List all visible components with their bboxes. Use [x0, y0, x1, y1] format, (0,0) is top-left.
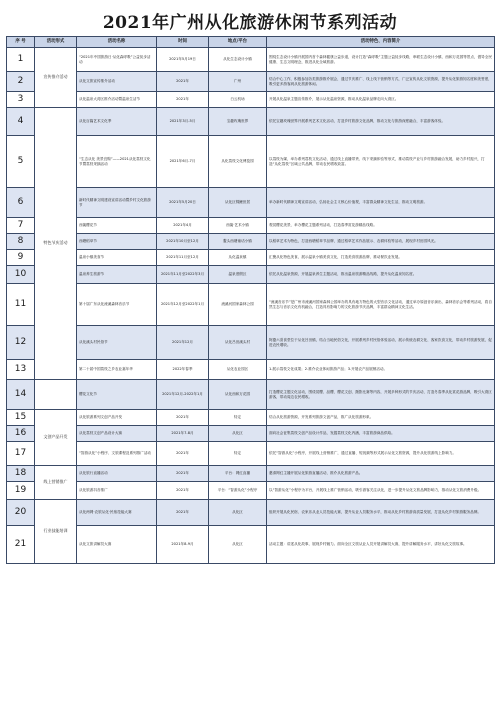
header-name: 活动名称: [77, 37, 157, 48]
activity-time: 2021年: [157, 410, 209, 426]
activity-time: 2022年春季: [157, 360, 209, 380]
activity-category: 线上营销推广: [35, 466, 77, 500]
activity-desc: 结合中心工作，积极参加各类旅游推介展会，通过节庆推广、线上线下营销等方式，广泛宣传从化文旅资源，提升从化旅游知名度和美誉度，吸引更多游客到从化旅游休闲。: [267, 72, 495, 92]
table-row: [7, 500, 495, 526]
row-number: 9: [7, 250, 35, 266]
activity-desc: 汇聚从化特色美食，展示温泉小镇美食文化，打造美食旅游品牌，推动餐饮业发展。: [267, 250, 495, 266]
table-row: [7, 284, 495, 326]
activity-time: 2021年3月-5月: [157, 108, 209, 136]
activity-desc: 依托“智游从化”小程序，开展线上营销推广，通过直播、短视频等形式展示从化文旅资源，提升从化旅游线上影响力。: [267, 442, 495, 466]
table-row: [7, 442, 495, 466]
activity-name: 从化两网·农旅从化·民宿技能大赛: [77, 500, 157, 526]
activity-time: 2021年: [157, 466, 209, 482]
activity-time: 2021年12月-2022年1月: [157, 380, 209, 410]
activity-place: 西篱·艺术小镇: [209, 218, 267, 234]
activity-time: 2021年7-8月: [157, 426, 209, 442]
activity-desc: 结合从化旅游资源，开发系列旅游文创产品，推广从化旅游形象。: [267, 410, 495, 426]
activity-name: 西篱樱花节: [77, 218, 157, 234]
activity-desc: 打造樱花主题文化活动，围绕赏樱、品樱、樱花文创、摄影比赛等内容，开展多种形式的节庆活动，打造冬春季从化赏花游品牌，吸引大湾区游客，带动周边农民增收。: [267, 380, 495, 410]
activity-place: 宝趣玫瑰世界: [209, 108, 267, 136]
activity-category: 宣传推介活动: [35, 48, 77, 108]
activity-place: 平台：“智游从化”小程序: [209, 482, 267, 500]
activity-desc: 以稻草艺术为特色，打造西塘稻草节品牌，通过稻草艺术作品展示、农耕体验等活动，展现乡村田园风光。: [267, 234, 495, 250]
activities-table: [6, 36, 495, 564]
activity-desc: 邀请网红主播开展从化旅游直播活动，推介从化旅游产品。: [267, 466, 495, 482]
table-row: [7, 136, 495, 188]
table-row: [7, 48, 495, 72]
activity-category: 文创产品开发: [35, 410, 77, 466]
table-row: [7, 108, 495, 136]
activity-name: 新时代精神文明建设宣讲活动暨乡村文化旅游节: [77, 188, 157, 218]
activity-place: 从化温泉镇: [209, 250, 267, 266]
activity-name: 从化温泉大湾区推介活动暨温泉生活节: [77, 92, 157, 108]
row-number: 18: [7, 466, 35, 482]
header-time: 时间: [157, 37, 209, 48]
activity-place: 鳌头西塘童话小镇: [209, 234, 267, 250]
activity-name: 从化荔枝文创产品设计大赛: [77, 426, 157, 442]
page-title: 2021年广州从化旅游休闲节系列活动: [102, 13, 398, 33]
row-number: 1: [7, 48, 35, 72]
table-row: [7, 380, 495, 410]
activity-time: 2021年: [157, 72, 209, 92]
table-row: [7, 482, 495, 500]
row-number: 5: [7, 136, 35, 188]
header-no: 序 号: [7, 37, 35, 48]
activity-desc: 组织开展从化民宿、农家乐从业人员技能大赛，提升从业人员服务水平，推动从化乡村旅游高质量发展，打造从化乡村旅游服务品牌。: [267, 500, 495, 526]
row-number: 4: [7, 108, 35, 136]
activity-desc: 依托从化温泉资源，开展温泉养生主题活动，推出温泉旅游精品线路，提升从化温泉知名度。: [267, 266, 495, 284]
activity-desc: 以“智游从化”小程序为平台，开展线上推广营销活动，吸引游客关注从化，进一步提升从化文旅品牌影响力，推动从化文旅消费升级。: [267, 482, 495, 500]
activity-time: 2021年4月: [157, 218, 209, 234]
activity-place: 白云机场: [209, 92, 267, 108]
activity-time: 2021年10月至12月: [157, 234, 209, 250]
activity-desc: 观赏樱花美景，举办樱花主题系列活动，打造春季赏花游精品线路。: [267, 218, 495, 234]
activity-desc: 面向社会征集荔枝文创产品设计作品，发掘荔枝文化内涵，丰富旅游商品供给。: [267, 426, 495, 442]
activity-time: 2021年11月至12月: [157, 250, 209, 266]
activity-time: 2021年: [157, 442, 209, 466]
activity-desc: 1.展示荔枝文化成果；2.推介农业休闲旅游产品；3.开展农产品展销活动。: [267, 360, 495, 380]
activity-name: 第十届广东从化流溪森林音乐节: [77, 284, 157, 326]
activity-desc: 开展从化温泉主题宣传推介，展示从化温泉资源，推动从化温泉品牌走向大湾区。: [267, 92, 495, 108]
activity-place: 流溪河国家森林公园: [209, 284, 267, 326]
activity-place: 从化区锦鲤世居: [209, 188, 267, 218]
activity-category-empty: [35, 380, 77, 410]
activity-place: 从化荔枝文化博览园: [209, 136, 267, 188]
activity-name: 从化旅游抖音推广: [77, 482, 157, 500]
table-row: [7, 526, 495, 564]
activity-place: 从化区: [209, 526, 267, 564]
activity-place: 从化生态设计小镇: [209, 48, 267, 72]
table-row: [7, 188, 495, 218]
activity-desc: 以荔枝为媒，举办系列荔枝文化活动，通过线上直播带货、线下采摘体验等形式，推动荔枝产业与乡村旅游融合发展，助力乡村振兴，打造“从化荔枝”区域公共品牌，带动农民增收致富。: [267, 136, 495, 188]
activity-time: 2021年5月20日: [157, 188, 209, 218]
row-number: 16: [7, 426, 35, 442]
table-row: [7, 266, 495, 284]
row-number: 13: [7, 360, 35, 380]
row-number: 3: [7, 92, 35, 108]
table-row: [7, 250, 495, 266]
activity-name: 从化旅行直播活动: [77, 466, 157, 482]
row-number: 14: [7, 380, 35, 410]
header-form: 活动形式: [35, 37, 77, 48]
activity-time: 2021年: [157, 92, 209, 108]
activity-place: 待定: [209, 442, 267, 466]
activity-time: 2021年: [157, 482, 209, 500]
activity-desc: 依托宝趣玫瑰世界开展系列艺术文化活动，打造乡村旅游文化品牌，推动文化与旅游深度融合，丰富游客体验。: [267, 108, 495, 136]
activity-place: 从化区: [209, 426, 267, 442]
activity-desc: 举办新时代精神文明宣讲活动，弘扬社会主义核心价值观，丰富群众精神文化生活，推动文明旅游。: [267, 188, 495, 218]
table-row: [7, 466, 495, 482]
activity-place: 从化农业园区: [209, 360, 267, 380]
activity-desc: 阿婆六喜食堂位于从化吕田镇，结合当地民俗文化，开展系列乡村民俗体验活动，展示传统农耕文化、客家饮食文化，带动乡村旅游发展，促进农民增收。: [267, 326, 495, 360]
activity-time: 2021年5月19日: [157, 48, 209, 72]
activity-desc: 围绕生态设计小镇开展国内首个森林健康公益步道，设计打造“森呼吸”主题公益徒步线路，串联生态设计小镇、西和万花园等景点，倡导全民健康、生态文明理念，推进从化全域旅游。: [267, 48, 495, 72]
row-number: 7: [7, 218, 35, 234]
table-row: [7, 72, 495, 92]
activity-name: 温泉小镇美食节: [77, 250, 157, 266]
activity-name: “智游从化”小程序、文旅课程及系列推广活动: [77, 442, 157, 466]
activity-name: 从化文旅讲解员大赛: [77, 526, 157, 564]
activity-place: 从化西和万花园: [209, 380, 267, 410]
row-number: 21: [7, 526, 35, 564]
activity-place: 从化区: [209, 500, 267, 526]
row-number: 12: [7, 326, 35, 360]
activity-name: “2021年中国旅游日·从化森呼吸”公益徒步活动: [77, 48, 157, 72]
activity-place: 待定: [209, 410, 267, 426]
activity-name: 樱花文化节: [77, 380, 157, 410]
table-row: [7, 92, 495, 108]
table-row: [7, 410, 495, 426]
row-number: 8: [7, 234, 35, 250]
activity-place: 平台：网红直播: [209, 466, 267, 482]
activity-name: 从化文旅宣传推介活动: [77, 72, 157, 92]
table-row: [7, 426, 495, 442]
table-row: [7, 218, 495, 234]
activity-desc: “流溪音乐节”是广州市流溪河国家森林公园举办的具有地方特色的大型音乐文化活动，通过举办原创音乐演出、森林音乐会等系列活动，将自然生态与音乐文化有机融合，打造具有影响力的文化旅游节庆品牌，丰富群众精神文化生活。: [267, 284, 495, 326]
activity-name: 第二十届中国荔枝之乡农业嘉年华: [77, 360, 157, 380]
activity-time: 2021年12月: [157, 326, 209, 360]
header-desc: 活动特色、内容简介: [267, 37, 495, 48]
row-number: 20: [7, 500, 35, 526]
activity-name: 西塘稻草节: [77, 234, 157, 250]
table-header: [7, 37, 495, 48]
activity-name: 从化百篇艺术文化季: [77, 108, 157, 136]
row-number: 11: [7, 284, 35, 326]
activity-place: 广州: [209, 72, 267, 92]
header-place: 地点/平台: [209, 37, 267, 48]
activity-time: 2021年: [157, 500, 209, 526]
row-number: 17: [7, 442, 35, 466]
activity-category: 行业技能培训: [35, 500, 77, 564]
activity-time: 2021年12月至2022年1月: [157, 284, 209, 326]
activity-place: 从化吕田溪头村: [209, 326, 267, 360]
row-number: 2: [7, 72, 35, 92]
table-row: [7, 326, 495, 360]
row-number: 6: [7, 188, 35, 218]
activity-name: 温泉养生旅游节: [77, 266, 157, 284]
activity-category: 特色节庆活动: [35, 108, 77, 380]
table-row: [7, 234, 495, 250]
activity-time: 2021年8-9月: [157, 526, 209, 564]
activity-name: 从化溪头村民俗节: [77, 326, 157, 360]
row-number: 15: [7, 410, 35, 426]
table-row: [7, 360, 495, 380]
activity-time: 2021年11月至2022年3月: [157, 266, 209, 284]
activity-desc: 活动主题：讲述从化故事，展现乡村魅力。面向全区文旅从业人员开展讲解员大赛，提升讲解服务水平，讲好从化文旅故事。: [267, 526, 495, 564]
row-number: 19: [7, 482, 35, 500]
activity-place: 温泉度假区: [209, 266, 267, 284]
row-number: 10: [7, 266, 35, 284]
activity-name: “生态从化 美景宜购”——2021从化荔枝文化节暨荔枝采摘活动: [77, 136, 157, 188]
activity-time: 2021年6月-7月: [157, 136, 209, 188]
activity-name: 从化旅游系列文创产品开发: [77, 410, 157, 426]
